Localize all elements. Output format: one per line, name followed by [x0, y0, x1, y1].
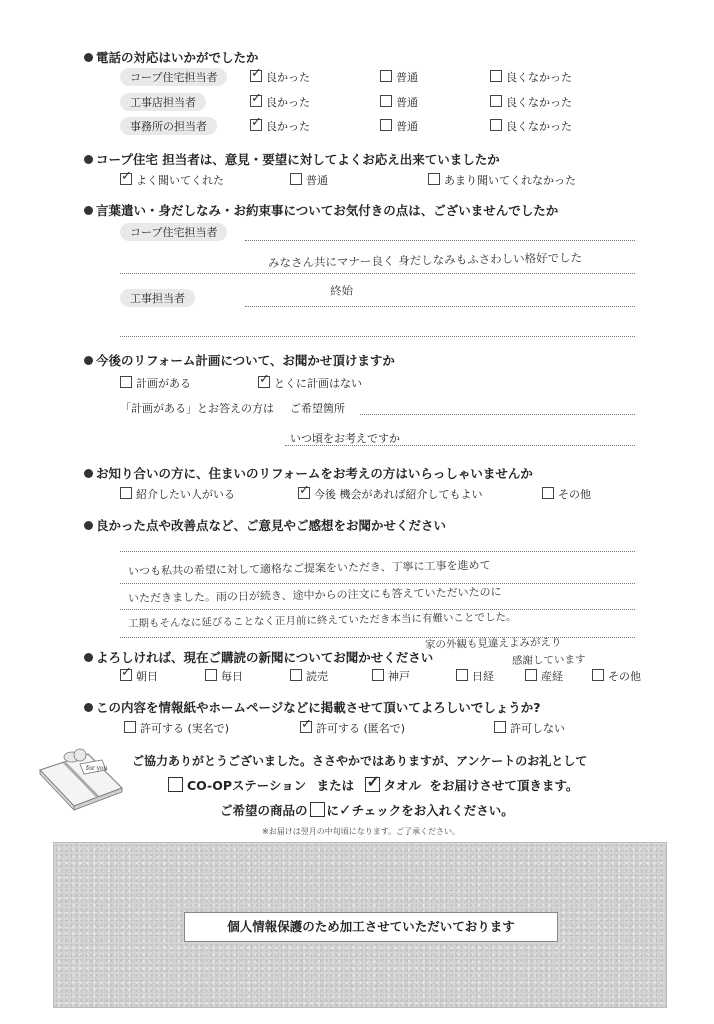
q1-row1-opt3[interactable]: 良くなかった [490, 69, 572, 85]
q4-sub-label: 「計画がある」とお答えの方は [120, 402, 274, 415]
q6-line1 [120, 551, 635, 552]
checkbox[interactable] [456, 669, 468, 681]
footer-gift-choice [168, 776, 578, 794]
q1-row1-opt2[interactable]: 普通 [380, 69, 418, 85]
checkbox-checked[interactable] [250, 95, 262, 107]
checkbox[interactable] [428, 173, 440, 185]
q3-handwritten-comment: みなさん共にマナー良く 身だしなみもふさわしい格好でした [267, 250, 583, 270]
q4-field-location-line[interactable] [360, 414, 635, 415]
q3-label-coop: コープ住宅担当者 [120, 223, 227, 241]
gift-towel-checkbox[interactable] [365, 777, 380, 792]
checkbox-checked[interactable] [258, 376, 270, 388]
newspaper-asahi[interactable]: ✓朝日 [120, 668, 158, 684]
q8-opt2[interactable]: ✓ 許可する (匿名で) [300, 720, 405, 736]
q4-title: 今後のリフォーム計画について、お聞かせ頂けますか [84, 351, 395, 369]
checkbox[interactable] [290, 669, 302, 681]
q3-line1 [245, 240, 635, 241]
checkbox-checked[interactable] [120, 173, 132, 185]
q4-opt2[interactable]: ✓ とくに計画はない [258, 375, 362, 391]
q1-title: 電話の対応はいかがでしたか [84, 48, 259, 66]
checkbox-checked[interactable] [300, 721, 312, 733]
gift-box-icon [36, 740, 126, 812]
newspaper-sankei[interactable]: 産経 [525, 668, 563, 684]
q1-row2-opt2[interactable]: 普通 [380, 94, 418, 110]
q2-title: コープ住宅 担当者は、意見・要望に対してよくお応え出来ていましたか [84, 150, 500, 168]
q5-title: お知り合いの方に、住まいのリフォームをお考えの方はいらっしゃいませんか [84, 464, 533, 482]
q5-opt1[interactable]: 紹介したい人がいる [120, 486, 235, 502]
q1-row3-label: 事務所の担当者 [120, 117, 217, 135]
newspaper-mainichi[interactable]: 毎日 [205, 668, 243, 684]
footer-instruction: ご希望の商品の に✓チェックをお入れください。 [220, 801, 514, 819]
checkbox[interactable] [120, 487, 132, 499]
checkbox[interactable] [525, 669, 537, 681]
q6-line2 [120, 583, 635, 584]
q1-row2-label: 工事店担当者 [120, 93, 206, 111]
gift-coop-checkbox[interactable] [168, 777, 183, 792]
q6-handwritten-line1: いつも私共の希望に対して適格なご提案をいただき、丁寧に工事を進めて [127, 558, 491, 578]
q6-handwritten-line3: 工期もそんなに延びることなく正月前に終えていただき本当に有難いことでした。 [127, 611, 517, 630]
q1-row2-opt3[interactable]: 良くなかった [490, 94, 572, 110]
q3-handwritten-comment-2: 終始 [329, 283, 354, 298]
q8-title: この内容を情報紙やホームページなどに掲載させて頂いてよろしいでしょうか? [84, 698, 541, 716]
checkbox[interactable] [290, 173, 302, 185]
newspaper-yomiuri[interactable]: 読売 [290, 668, 328, 684]
checkbox[interactable] [372, 669, 384, 681]
checkbox-checked[interactable] [298, 487, 310, 499]
q4-opt1[interactable]: 計画がある [120, 375, 191, 391]
q4-field-timing: いつ頃をお考えですか [290, 432, 400, 445]
checkbox[interactable] [120, 376, 132, 388]
q1-row2-opt1[interactable]: ✓ 良かった [250, 94, 310, 110]
q1-row3-opt2[interactable]: 普通 [380, 118, 418, 134]
newspaper-nikkei[interactable]: 日経 [456, 668, 494, 684]
checkbox[interactable] [205, 669, 217, 681]
q3-label-construction: 工事担当者 [120, 289, 195, 307]
privacy-notice: 個人情報保護のため加工させていただいております [184, 912, 558, 942]
q2-opt2[interactable]: 普通 [290, 172, 328, 188]
checkbox[interactable] [124, 721, 136, 733]
q1-row3-opt3[interactable]: 良くなかった [490, 118, 572, 134]
q8-opt3[interactable]: 許可しない [494, 720, 565, 736]
q6-line3 [120, 609, 635, 610]
newspaper-kobe[interactable]: 神戸 [372, 668, 410, 684]
q3-line3 [245, 306, 635, 307]
gift-coop-label: CO-OPステーション [187, 778, 307, 793]
checkbox[interactable] [380, 70, 392, 82]
checkbox[interactable] [490, 70, 502, 82]
q6-handwritten-line2: いただきました。雨の日が続き、途中からの注文にも答えていただいたのに [127, 585, 502, 605]
check-mark-icon: ✓ [339, 801, 352, 819]
q3-title: 言葉遣い・身だしなみ・お約束事についてお気付きの点は、ございませんでしたか [84, 201, 558, 219]
q1-row1-label: コープ住宅担当者 [120, 68, 227, 86]
q1-row1-opt1[interactable]: ✓ 良かった [250, 69, 310, 85]
instruction-box-icon [310, 802, 325, 817]
q4-field-location: ご希望箇所 [290, 402, 345, 415]
checkbox-checked[interactable] [250, 119, 262, 131]
q3-line2 [120, 273, 635, 274]
q7-title: よろしければ、現在ご購読の新聞についてお聞かせください [84, 648, 433, 666]
checkbox[interactable] [380, 119, 392, 131]
newspaper-other[interactable]: その他 [592, 668, 641, 684]
gift-tag-text: for you [86, 765, 108, 772]
q5-opt2[interactable]: ✓ 今後 機会があれば紹介してもよい [298, 486, 483, 502]
footer-thanks: ご協力ありがとうございました。ささやかではありますが、アンケートのお礼として [132, 754, 588, 768]
q3-line4 [120, 336, 635, 337]
q6-handwritten-line4a: 家の外観も見違えよみがえり [424, 636, 562, 651]
checkbox[interactable] [490, 95, 502, 107]
checkbox[interactable] [494, 721, 506, 733]
q4-field-timing-line[interactable] [285, 445, 635, 446]
footer-note: ※お届けは翌月の中旬頃になります。ご了承ください。 [262, 827, 461, 836]
checkbox[interactable] [490, 119, 502, 131]
gift-or-label: または [316, 778, 355, 793]
q1-row3-opt1[interactable]: ✓ 良かった [250, 118, 310, 134]
q8-opt1[interactable]: 許可する (実名で) [124, 720, 229, 736]
checkbox[interactable] [380, 95, 392, 107]
checkbox[interactable] [542, 487, 554, 499]
q6-title: 良かった点や改善点など、ご意見やご感想をお聞かせください [84, 516, 446, 534]
gift-deliver-label: をお届けさせて頂きます。 [429, 778, 579, 793]
gift-towel-label: タオル [383, 778, 422, 793]
checkbox[interactable] [592, 669, 604, 681]
q5-opt3[interactable]: その他 [542, 486, 591, 502]
q2-opt3[interactable]: あまり聞いてくれなかった [428, 172, 576, 188]
checkbox-checked[interactable] [250, 70, 262, 82]
q6-handwritten-line4b: 感謝しています [511, 653, 586, 667]
q2-opt1[interactable]: ✓よく聞いてくれた [120, 172, 224, 188]
checkbox-checked[interactable] [120, 669, 132, 681]
